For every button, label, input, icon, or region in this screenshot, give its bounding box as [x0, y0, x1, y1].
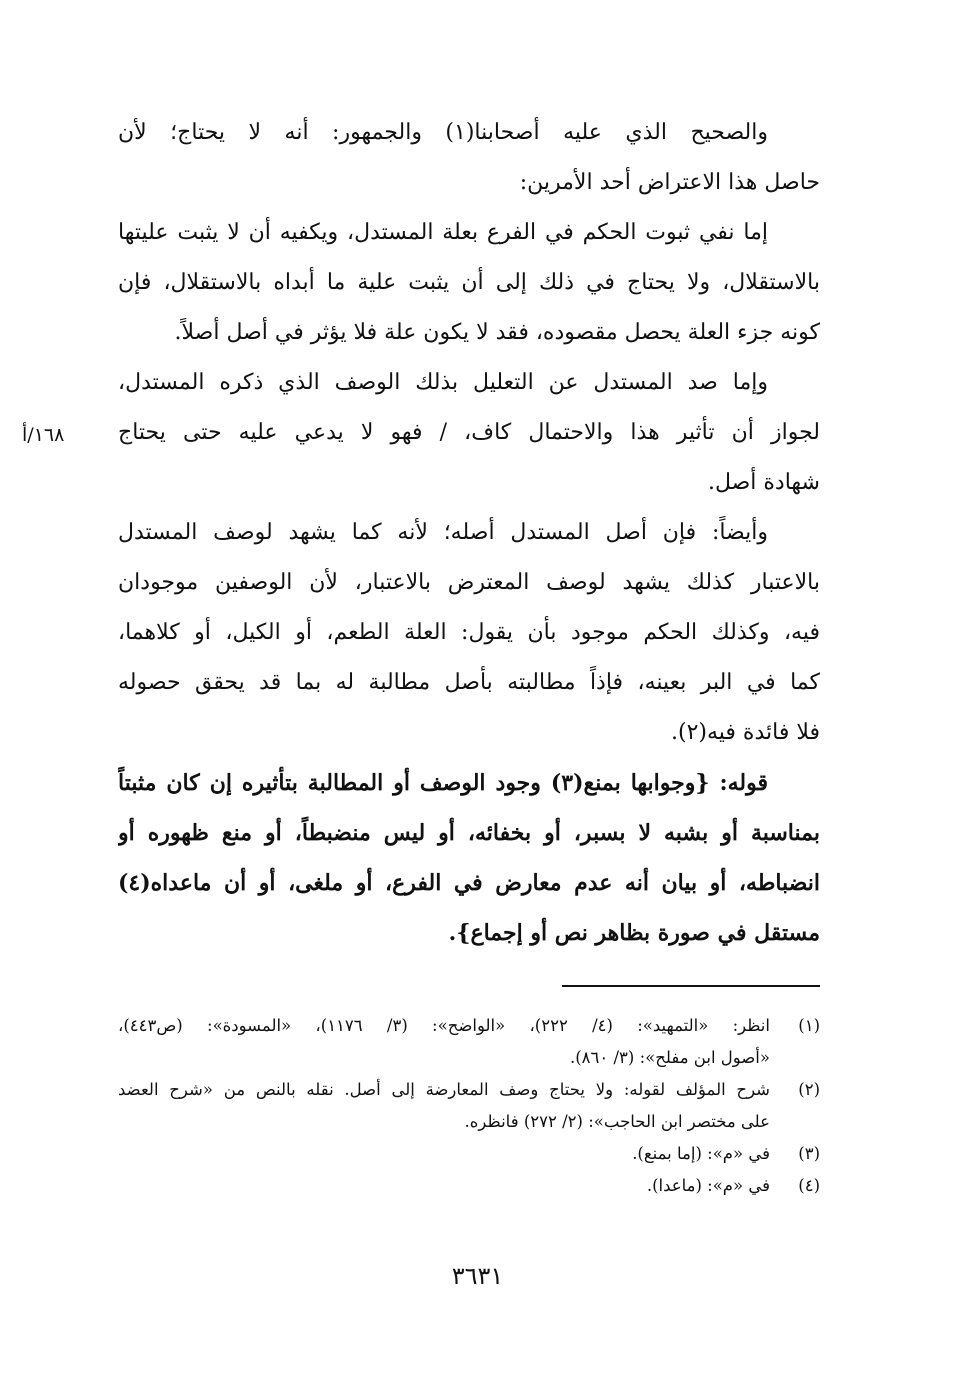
text-line: كما في البر بعينه، فإذاً مطالبته بأصل مطالبة له بما قد يحقق حصوله	[118, 670, 820, 695]
text-line: لجواز أن تأثير هذا والاحتمال كاف، / فهو لا يدعي عليه حتى يحتاج	[118, 420, 820, 445]
footnote-body	[118, 1074, 770, 1138]
footnote-number: (١)	[798, 1016, 820, 1035]
text-line: والصحيح الذي عليه أصحابنا(١) والجمهور: أنه لا يحتاج؛ لأن	[118, 120, 769, 145]
text-line: بالاعتبار كذلك يشهد لوصف المعترض بالاعتبار، لأن الوصفين موجودان	[118, 570, 820, 595]
footnote	[118, 1170, 820, 1202]
footnote	[118, 1138, 820, 1170]
footnote-line: في «م»: (إما بمنع).	[632, 1144, 770, 1163]
text-line: وإما صد المستدل عن التعليل بذلك الوصف الذي ذكره المستدل،	[118, 370, 768, 395]
footnote-line: انظر: «التمهيد»: (٤/ ٢٢٢)، «الواضح»: (٣/ ١١٧٦)، «المسودة»: (ص٤٤٣)،	[118, 1016, 770, 1035]
footnote-number: (٢)	[798, 1080, 820, 1099]
footnote-line: على مختصر ابن الحاجب»: (٢/ ٢٧٢) فانظره.	[464, 1112, 770, 1131]
footnote-line: شرح المؤلف لقوله: ولا يحتاج وصف المعارضة إلى أصل. نقله بالنص من «شرح العضد	[118, 1080, 770, 1099]
text-line: فلا فائدة فيه(٢).	[671, 720, 820, 745]
footnotes	[118, 1010, 820, 1202]
text-line: شهادة أصل.	[707, 470, 820, 495]
footnote-number: (٤)	[798, 1176, 820, 1195]
footnote-line: «أصول ابن مفلح»: (٣/ ٨٦٠).	[569, 1048, 770, 1067]
main-text	[118, 108, 820, 958]
margin-folio-note: ١٦٨/أ	[22, 424, 65, 446]
text-line: بالاستقلال، ولا يحتاج في ذلك إلى أن يثبت علية ما أبداه بالاستقلال، فإن	[118, 270, 820, 295]
text-line: إما نفي ثبوت الحكم في الفرع بعلة المستدل، ويكفيه أن لا يثبت عليتها	[118, 220, 768, 245]
footnote-body	[118, 1138, 770, 1170]
footnote-line: في «م»: (ماعدا).	[646, 1176, 770, 1195]
text-line: وأيضاً: فإن أصل المستدل أصله؛ لأنه كما يشهد لوصف المستدل	[118, 520, 768, 545]
text-line: بمناسبة أو بشبه لا بسبر، أو بخفائه، أو ليس منضبطاً، أو منع ظهوره أو	[118, 820, 820, 846]
footnote-body	[118, 1010, 770, 1074]
page-number: ٣٦٣١	[451, 1262, 504, 1290]
text-line: قوله: {وجوابها بمنع(٣) وجود الوصف أو المطالبة بتأثيره إن كان مثبتاً	[118, 770, 768, 796]
text-line: انضباطه، أو بيان أنه عدم معارض في الفرع، أو ملغى، أو أن ماعداه(٤)	[118, 870, 820, 896]
text-line: حاصل هذا الاعتراض أحد الأمرين:	[519, 170, 820, 195]
text-line: كونه جزء العلة يحصل مقصوده، فقد لا يكون علة فلا يؤثر في أصل أصلاً.	[174, 320, 820, 345]
text-line: مستقل في صورة بظاهر نص أو إجماع}.	[448, 920, 820, 946]
text-line: فيه، وكذلك الحكم موجود بأن يقول: العلة الطعم، أو الكيل، أو كلاهما،	[118, 620, 820, 645]
footnote	[118, 1010, 820, 1074]
footnote-number: (٣)	[798, 1144, 820, 1163]
footnote-body	[118, 1170, 770, 1202]
footnote	[118, 1074, 820, 1138]
footnote-separator	[562, 985, 820, 987]
